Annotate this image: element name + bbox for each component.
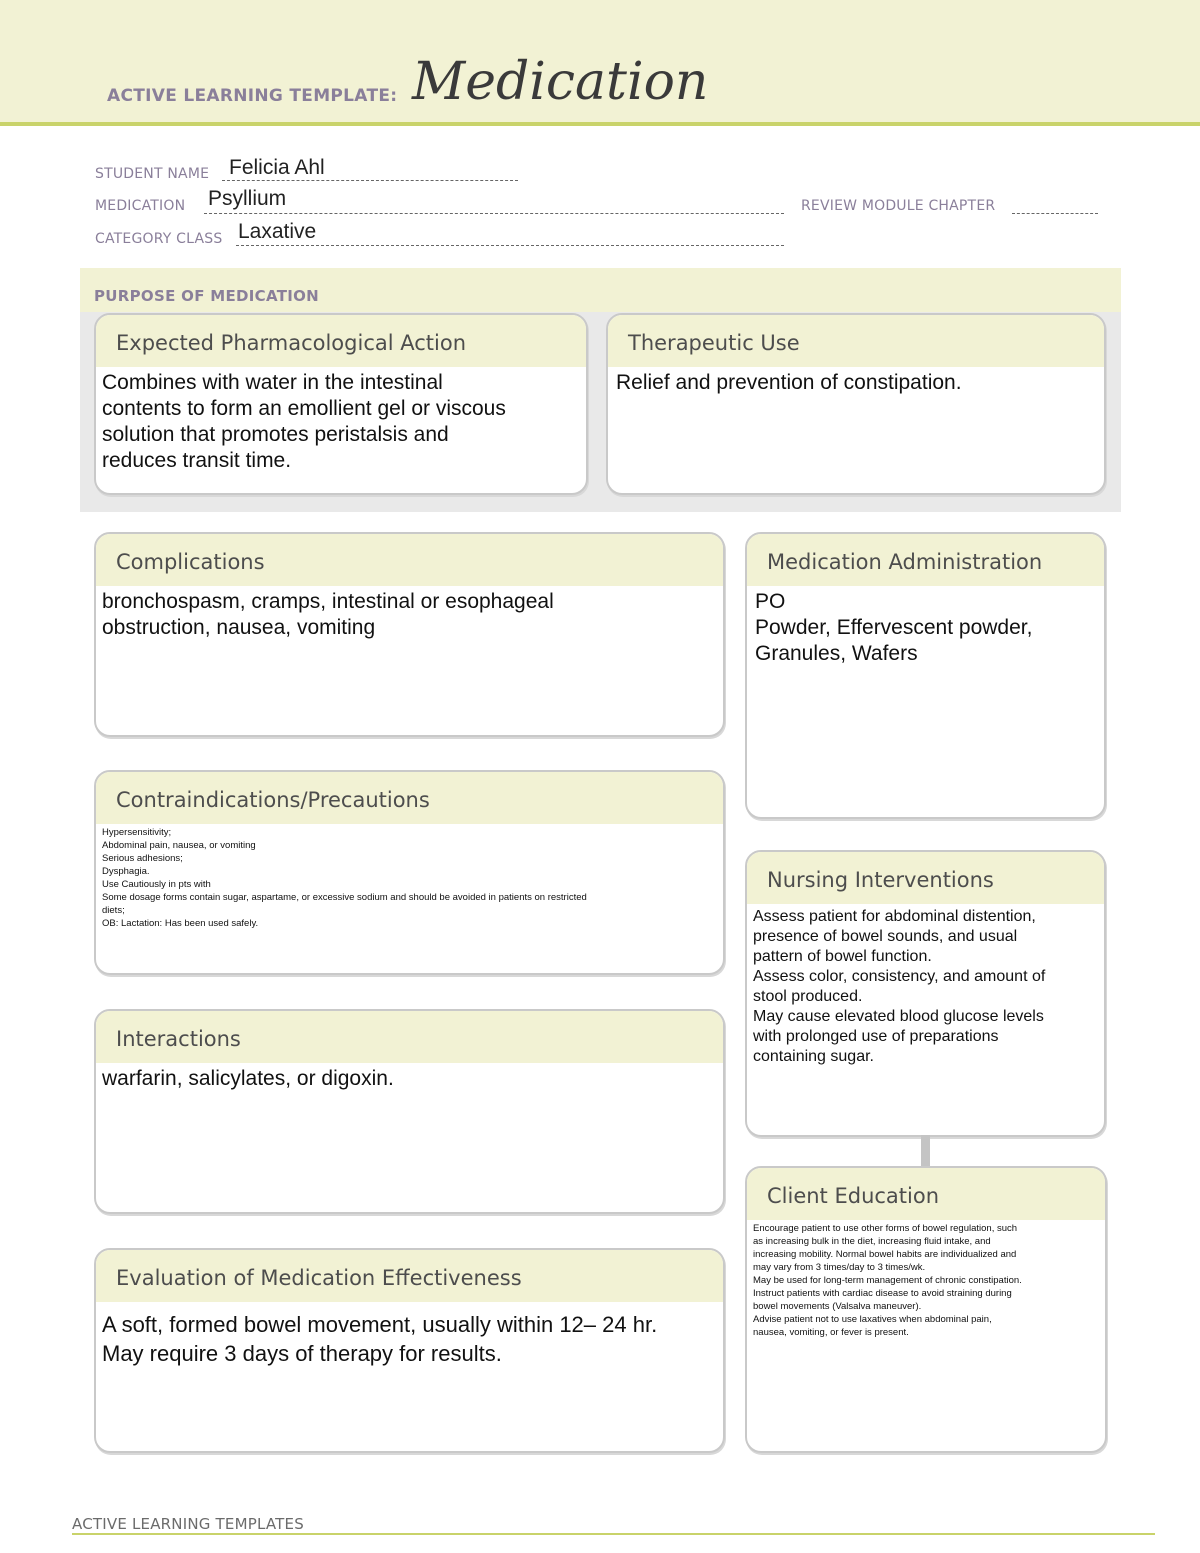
contraindications-title: Contraindications/Precautions (96, 772, 723, 824)
nursing-interventions-title: Nursing Interventions (747, 852, 1104, 904)
therapeutic-use-card (606, 313, 1106, 495)
contraindications-text[interactable]: Hypersensitivity; Abdominal pain, nausea, or vomiting Serious adhesions; Dysphagia. Use Cautiously in pts with Some dosage forms contain sugar, aspartame, or excessive sodium and should be avoided in patients on restricted diets; OB: Lactation: Has been used safely. (102, 827, 587, 929)
complications-card (94, 532, 725, 737)
contraindications-card (94, 770, 725, 975)
administration-card (745, 532, 1106, 819)
expected-action-card (94, 313, 588, 495)
category-class-label: CATEGORY CLASS (95, 231, 223, 247)
template-title: Medication (412, 52, 709, 112)
interactions-title: Interactions (96, 1011, 723, 1063)
student-name-field[interactable]: Felicia Ahl (229, 156, 325, 179)
therapeutic-use-title: Therapeutic Use (608, 315, 1104, 367)
medication-field[interactable]: Psyllium (208, 187, 287, 210)
connector-bar (921, 1135, 930, 1166)
evaluation-card (94, 1248, 725, 1453)
nursing-interventions-text[interactable]: Assess patient for abdominal distention, presence of bowel sounds, and usual pattern of bowel function. Assess color, consistency, and amount of stool produced. May cause elevated blood glucose levels with prolonged use of preparations containing sugar. (753, 908, 1046, 1065)
student-name-label: STUDENT NAME (95, 166, 210, 182)
template-label: ACTIVE LEARNING TEMPLATE: (107, 86, 398, 106)
footer-rule (72, 1533, 1155, 1535)
administration-title: Medication Administration (747, 534, 1104, 586)
medication-line (204, 213, 784, 214)
category-class-line (236, 245, 784, 246)
therapeutic-use-text[interactable]: Relief and prevention of constipation. (616, 371, 962, 394)
student-name-line (222, 180, 518, 181)
review-module-field[interactable] (1012, 213, 1098, 214)
footer-label: ACTIVE LEARNING TEMPLATES (72, 1515, 304, 1533)
medication-label: MEDICATION (95, 198, 186, 214)
evaluation-text[interactable]: A soft, formed bowel movement, usually within 12– 24 hr. May require 3 days of therapy for results. (102, 1312, 658, 1366)
expected-action-text[interactable]: Combines with water in the intestinal contents to form an emollient gel or viscous solution that promotes peristalsis and reduces transit time. (102, 371, 506, 472)
nursing-interventions-card (745, 850, 1106, 1137)
interactions-text[interactable]: warfarin, salicylates, or digoxin. (102, 1067, 394, 1090)
interactions-card (94, 1009, 725, 1214)
complications-text[interactable]: bronchospasm, cramps, intestinal or esophageal obstruction, nausea, vomiting (102, 590, 554, 639)
client-education-card (745, 1166, 1107, 1453)
client-education-text[interactable]: Encourage patient to use other forms of bowel regulation, such as increasing bulk in the diet, increasing fluid intake, and increasing mobility. Normal bowel habits are individualized and may vary from 3 times/day to 3 times/wk. May be used for long-term management of chronic constipation. Instruct patients with cardiac disease to avoid straining during bowel movements (Valsalva maneuver). Advise patient not to use laxatives when abdominal pain, nausea, vomiting, or fever is present. (753, 1223, 1022, 1338)
purpose-label: PURPOSE OF MEDICATION (94, 287, 320, 305)
complications-title: Complications (96, 534, 723, 586)
administration-text[interactable]: PO Powder, Effervescent powder, Granules, Wafers (755, 590, 1033, 665)
review-module-label: REVIEW MODULE CHAPTER (801, 198, 996, 214)
expected-action-title: Expected Pharmacological Action (96, 315, 586, 367)
category-class-field[interactable]: Laxative (238, 220, 317, 243)
evaluation-title: Evaluation of Medication Effectiveness (96, 1250, 723, 1302)
header-rule (0, 122, 1200, 126)
client-education-title: Client Education (747, 1168, 1105, 1220)
